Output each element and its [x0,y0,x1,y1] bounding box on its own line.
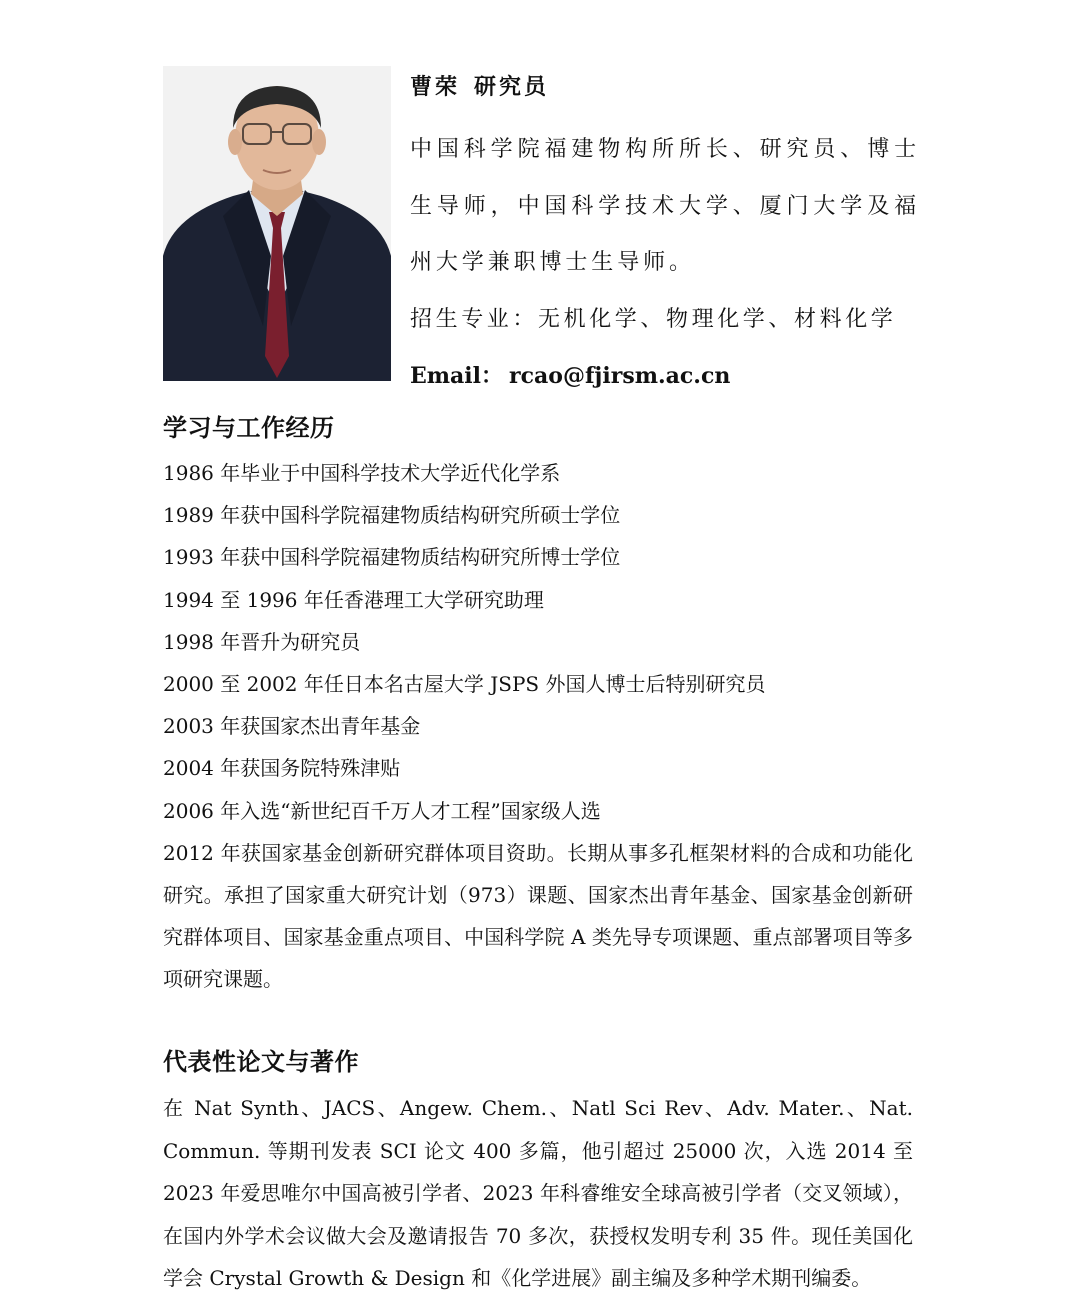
email-label: Email： [410,362,504,389]
career-item: 1986 年毕业于中国科学技术大学近代化学系 [163,461,561,485]
email-address[interactable]: rcao@fjirsm.ac.cn [509,362,731,389]
career-item: 2000 至 2002 年任日本名古屋大学 JSPS 外国人博士后特别研究员 [163,671,766,696]
name-title-line [410,68,920,106]
career-item: 2003 年获国家杰出青年基金 [163,714,421,739]
publications-text: 在 Nat Synth、JACS、Angew. Chem.、Natl Sci Rev、Adv. Mater.、Nat. Commun. 等期刊发表 SCI 论文 400 多篇，他引超过 25000 次，入选 2014 至 2023 年爱思唯尔中国高被引学者、2023 年科睿维安全球高被引学者（交叉领域），在国内外学术会议做大会及邀请报告 70 多次，获授权发明专利 35 件。现任美国化学会 Crystal Growth & Design 和《化学进展》副主编及多种学术期刊编委。 [163,1096,913,1290]
education-heading: 学习与工作经历 [163,414,335,442]
person-name: 曹荣 [410,74,461,100]
majors-text: 招生专业：无机化学、物理化学、材料化学 [410,306,897,332]
profile-header [410,68,920,404]
portrait-illustration [163,66,391,381]
portrait-photo [163,66,391,381]
intro-text: 中国科学院福建物构所所长、研究员、博士生导师，中国科学技术大学、厦门大学及福州大学兼职博士生导师。 [410,137,920,275]
career-item: 2012 年获国家基金创新研究群体项目资助。长期从事多孔框架材料的合成和功能化研究。承担了国家重大研究计划（973）课题、国家杰出青年基金、国家基金创新研究群体项目、国家基金重点项目、中国科学院 A 类先导专项课题、重点部署项目等多项研究课题。 [163,840,913,992]
publications-heading: 代表性论文与著作 [163,1048,359,1076]
email-line [410,348,920,404]
career-list [163,452,913,1001]
person-title: 研究员 [474,74,550,100]
career-item: 2004 年获国务院特殊津贴 [163,756,401,781]
career-item: 1998 年晋升为研究员 [163,629,361,654]
career-item: 1993 年获中国科学院福建物质结构研究所博士学位 [163,545,621,570]
career-item: 1994 至 1996 年任香港理工大学研究助理 [163,587,544,612]
career-item: 1989 年获中国科学院福建物质结构研究所硕士学位 [163,503,621,528]
career-item: 2006 年入选“新世纪百千万人才工程”国家级人选 [163,798,601,823]
